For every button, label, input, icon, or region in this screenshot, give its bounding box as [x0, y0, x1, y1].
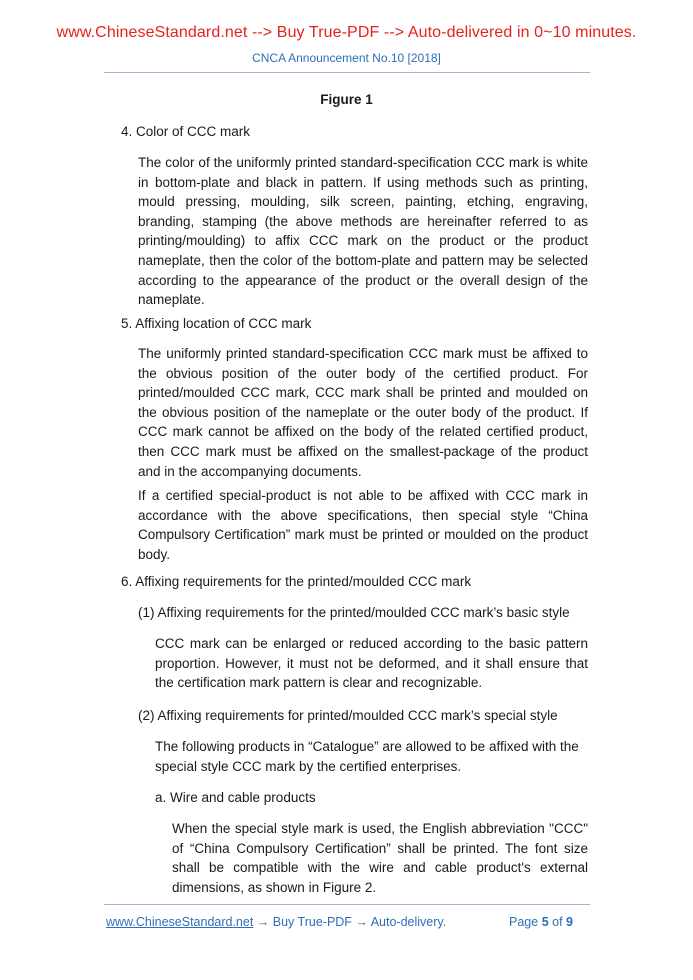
header-banner[interactable]: www.ChineseStandard.net --> Buy True-PDF --> Auto-delivered in 0~10 minutes. [56, 24, 637, 41]
footer-site-link[interactable]: www.ChineseStandard.net [106, 915, 254, 929]
of-label: of [552, 915, 563, 929]
document-subtitle: CNCA Announcement No.10 [2018] [252, 51, 441, 65]
header-divider [104, 72, 590, 73]
paragraph-special: The following products in “Catalogue” are allowed to be affixed with the special style CCC mark by the certified enterprises. [155, 739, 579, 774]
paragraph-location-2: If a certified special-product is not able to be affixed with CCC mark in accordance with the above specifications, then special style “China Compulsory Certification” mark must be printed or moulded on the product body. [138, 488, 588, 562]
paragraph-color: The color of the uniformly printed standard-specification CCC mark is white in bottom-plate and black in pattern. If using methods such as printing, mould pressing, moulding, silk screen, painting, etching, engraving, branding, stamping (the above methods are hereinafter referred to as printing/moulding) to affix CCC mark on the product or the product nameplate, then the color of the bottom-plate and pattern may be selected according to the appearance of the product or the overall design of the nameplate. [138, 155, 588, 308]
page-number: 5 [541, 915, 549, 929]
page-indicator [509, 915, 573, 929]
paragraph-basic: CCC mark can be enlarged or reduced according to the basic pattern proportion. However, it must not be deformed, and it shall ensure that the certification mark pattern is clear and recognizable. [155, 636, 588, 691]
page-label: Page [509, 915, 539, 929]
section-heading-location: 5. Affixing location of CCC mark [121, 316, 312, 331]
subsection-heading-special: (2) Affixing requirements for printed/moulded CCC mark’s special style [138, 708, 558, 723]
paragraph-location-1: The uniformly printed standard-specification CCC mark must be affixed to the obvious position of the outer body of the certified product. For printed/moulded CCC mark, CCC mark shall be printed and moulded on the obvious position of the nameplate or the outer body of the product. If CCC mark cannot be affixed on the body of the related certified product, then CCC mark must be affixed on the smallest-package of the product and in the accompanying documents. [138, 346, 588, 479]
footer-divider [104, 904, 590, 905]
item-heading-wire-cable: a. Wire and cable products [155, 790, 316, 805]
figure-caption: Figure 1 [320, 92, 373, 107]
total-pages: 9 [566, 915, 573, 929]
subsection-heading-basic: (1) Affixing requirements for the printed/moulded CCC mark’s basic style [138, 605, 570, 620]
section-heading-requirements: 6. Affixing requirements for the printed/moulded CCC mark [121, 574, 472, 589]
section-heading-color: 4. Color of CCC mark [121, 124, 251, 139]
footer-link[interactable] [106, 915, 446, 929]
paragraph-wire-cable: When the special style mark is used, the English abbreviation "CCC" of “China Compulsory Certification” shall be printed. The font size shall be compatible with the wire and cable product's external dimensions, as shown in Figure 2. [172, 821, 588, 895]
footer-tagline: → Buy True-PDF → Auto-delivery. [253, 915, 447, 929]
